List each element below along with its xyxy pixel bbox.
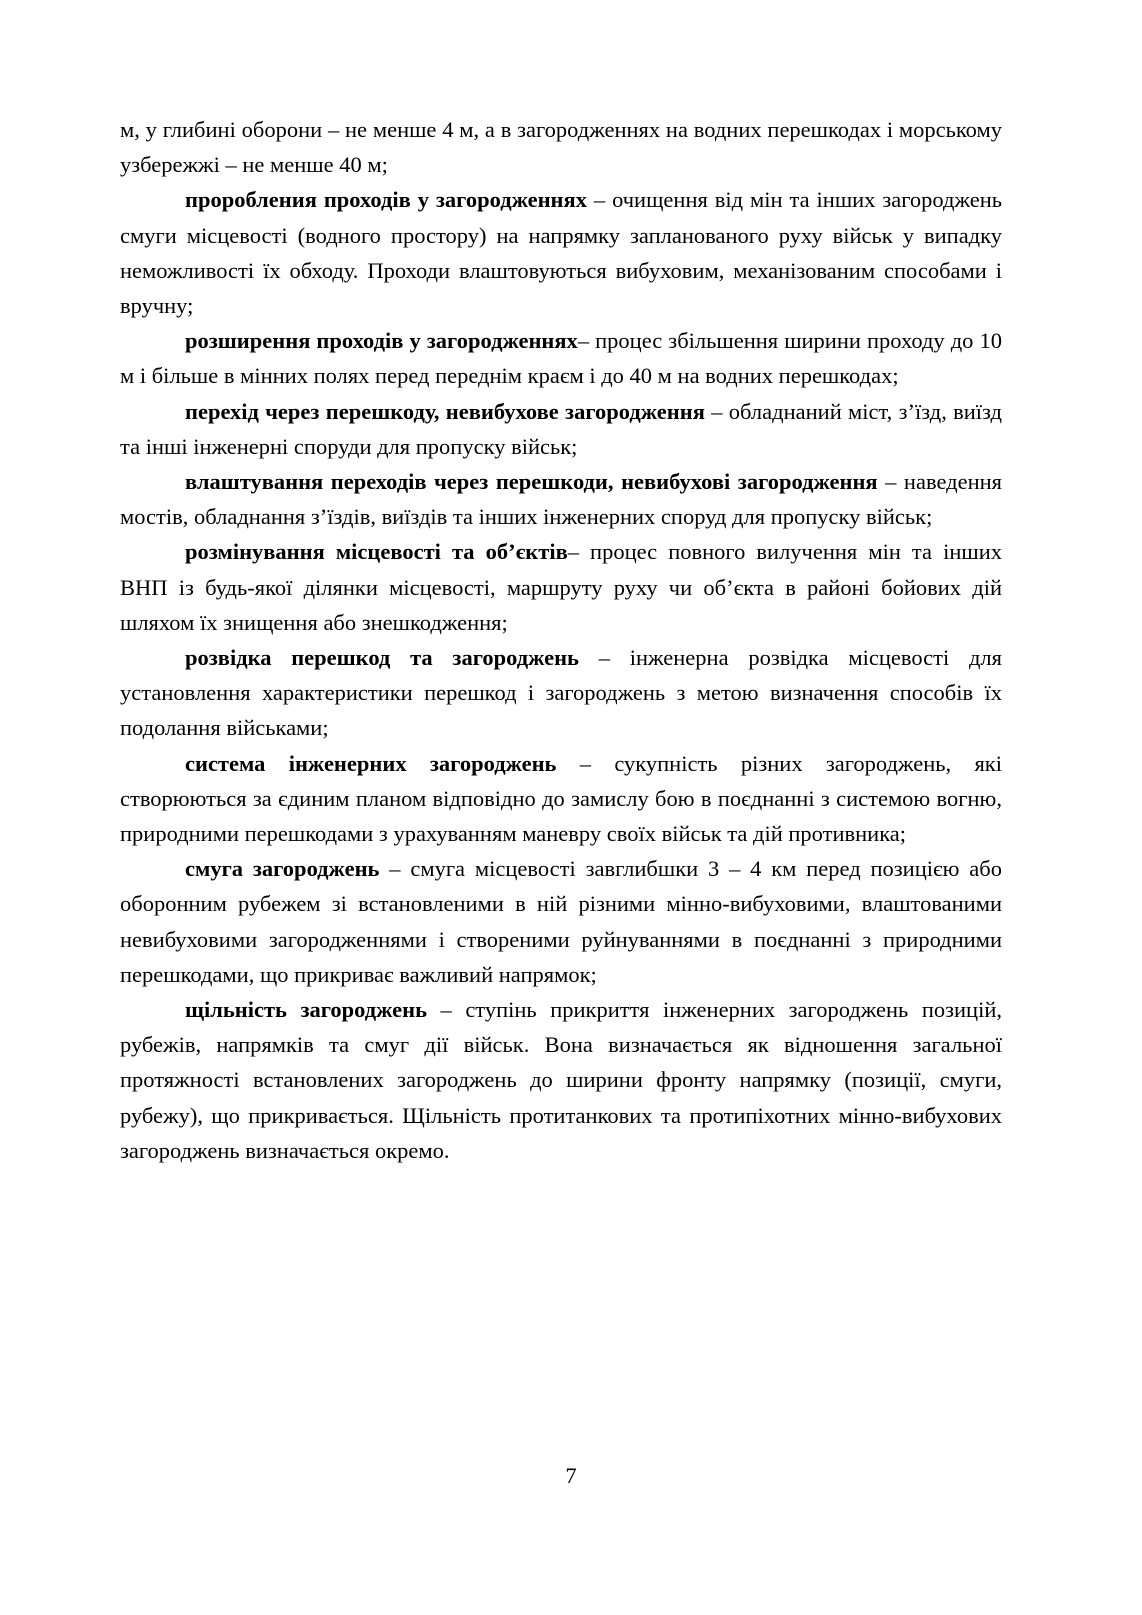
paragraph-rozminuvannya: [120, 534, 1002, 640]
paragraph-widths-continuation: [120, 112, 1002, 182]
paragraph-rozshyrennya-prohodiv: [120, 323, 1002, 393]
term-rozshyrennya-prohodiv: розширення проходів у загородженнях: [185, 328, 578, 354]
paragraph-prorobleniya-prohodiv: [120, 182, 1002, 323]
paragraph-text: – сукупність різних загороджень, які створюються за єдиним планом відповідно до замислу бою в поєднанні з системою вогню, природними перешкодами з урахуванням маневру своїх військ та дій противника;: [120, 750, 1002, 847]
term-prorobleniya-prohodiv: проробления проходів у загородженнях: [185, 187, 587, 213]
paragraph-text: – процес повного вилучення мін та інших ВНП із будь-якої ділянки місцевості, маршруту руху чи об’єкта в районі бойових дій шляхом їх знищення або знешкодження;: [120, 539, 1002, 635]
paragraph-text: – ступінь прикриття інженерних загороджень позицій, рубежів, напрямків та смуг дії військ. Вона визначається як відношення загальної протяжності встановлених загороджень до ширини фронту напрямку (позиції, смуги, рубежу), що прикривається. Щільність протитанкових та протипіхотних мінно-вибухових загороджень визначається окремо.: [120, 997, 1002, 1163]
paragraph-rozvidka-pereshkod: [120, 640, 1002, 746]
paragraph-vlashtuvannya-perehodiv: [120, 464, 1002, 534]
term-vlashtuvannya-perehodiv: влаштування переходів через перешкоди, невибухові загородження: [185, 469, 878, 495]
term-systema-inzhenernyh: система інженерних загороджень: [185, 750, 557, 776]
paragraph-shchilnist-zagorodzhen: [120, 992, 1002, 1168]
paragraph-text: – очищення від мін та інших загороджень смуги місцевості (водного простору) на напрямку запланованого руху військ у випадку неможливості їх обходу. Проходи влаштовуються вибуховим, механізованим способами і вручну;: [120, 187, 1002, 319]
paragraph-text: м, у глибині оборони – не менше 4 м, а в загородженнях на водних перешкодах і морському узбережжі – не менше 40 м;: [120, 117, 1002, 178]
document-body-text: [120, 112, 1002, 1168]
paragraph-smuga-zagorodzhen: [120, 851, 1002, 992]
paragraph-text: – смуга місцевості завглибшки 3 – 4 км перед позицією або оборонним рубежем зі встановленими в ній різними мінно-вибуховими, влаштованими невибуховими загородженнями і створеними руйнуваннями в поєднанні з природними перешкодами, що прикриває важливий напрямок;: [120, 856, 1002, 987]
paragraph-text: – процес збільшення ширини проходу до 10 м і більше в мінних полях перед переднім краєм і до 40 м на водних перешкодах;: [120, 328, 1002, 389]
term-rozvidka-pereshkod: розвідка перешкод та загороджень: [185, 645, 579, 671]
paragraph-systema-inzhenernyh: [120, 746, 1002, 852]
term-rozminuvannya: розмінування місцевості та об’єктів: [185, 539, 568, 565]
paragraph-text: – обладнаний міст, з’їзд, виїзд та інші інженерні споруди для пропуску військ;: [120, 398, 1002, 459]
term-shchilnist-zagorodzhen: щільність загороджень: [185, 997, 428, 1023]
term-smuga-zagorodzhen: смуга загороджень: [185, 856, 380, 882]
paragraph-text: – наведення мостів, обладнання з’їздів, виїздів та інших інженерних споруд для пропуску військ;: [120, 469, 1003, 530]
page-number: 7: [565, 1463, 577, 1488]
paragraph-perehid-cherez-pereshkodu: [120, 394, 1002, 464]
term-perehid-cherez-pereshkodu: перехід через перешкоду, невибухове загородження: [185, 398, 705, 424]
paragraph-text: – інженерна розвідка місцевості для установлення характеристики перешкод і загороджень з метою визначення способів їх подолання військами;: [120, 645, 1002, 741]
